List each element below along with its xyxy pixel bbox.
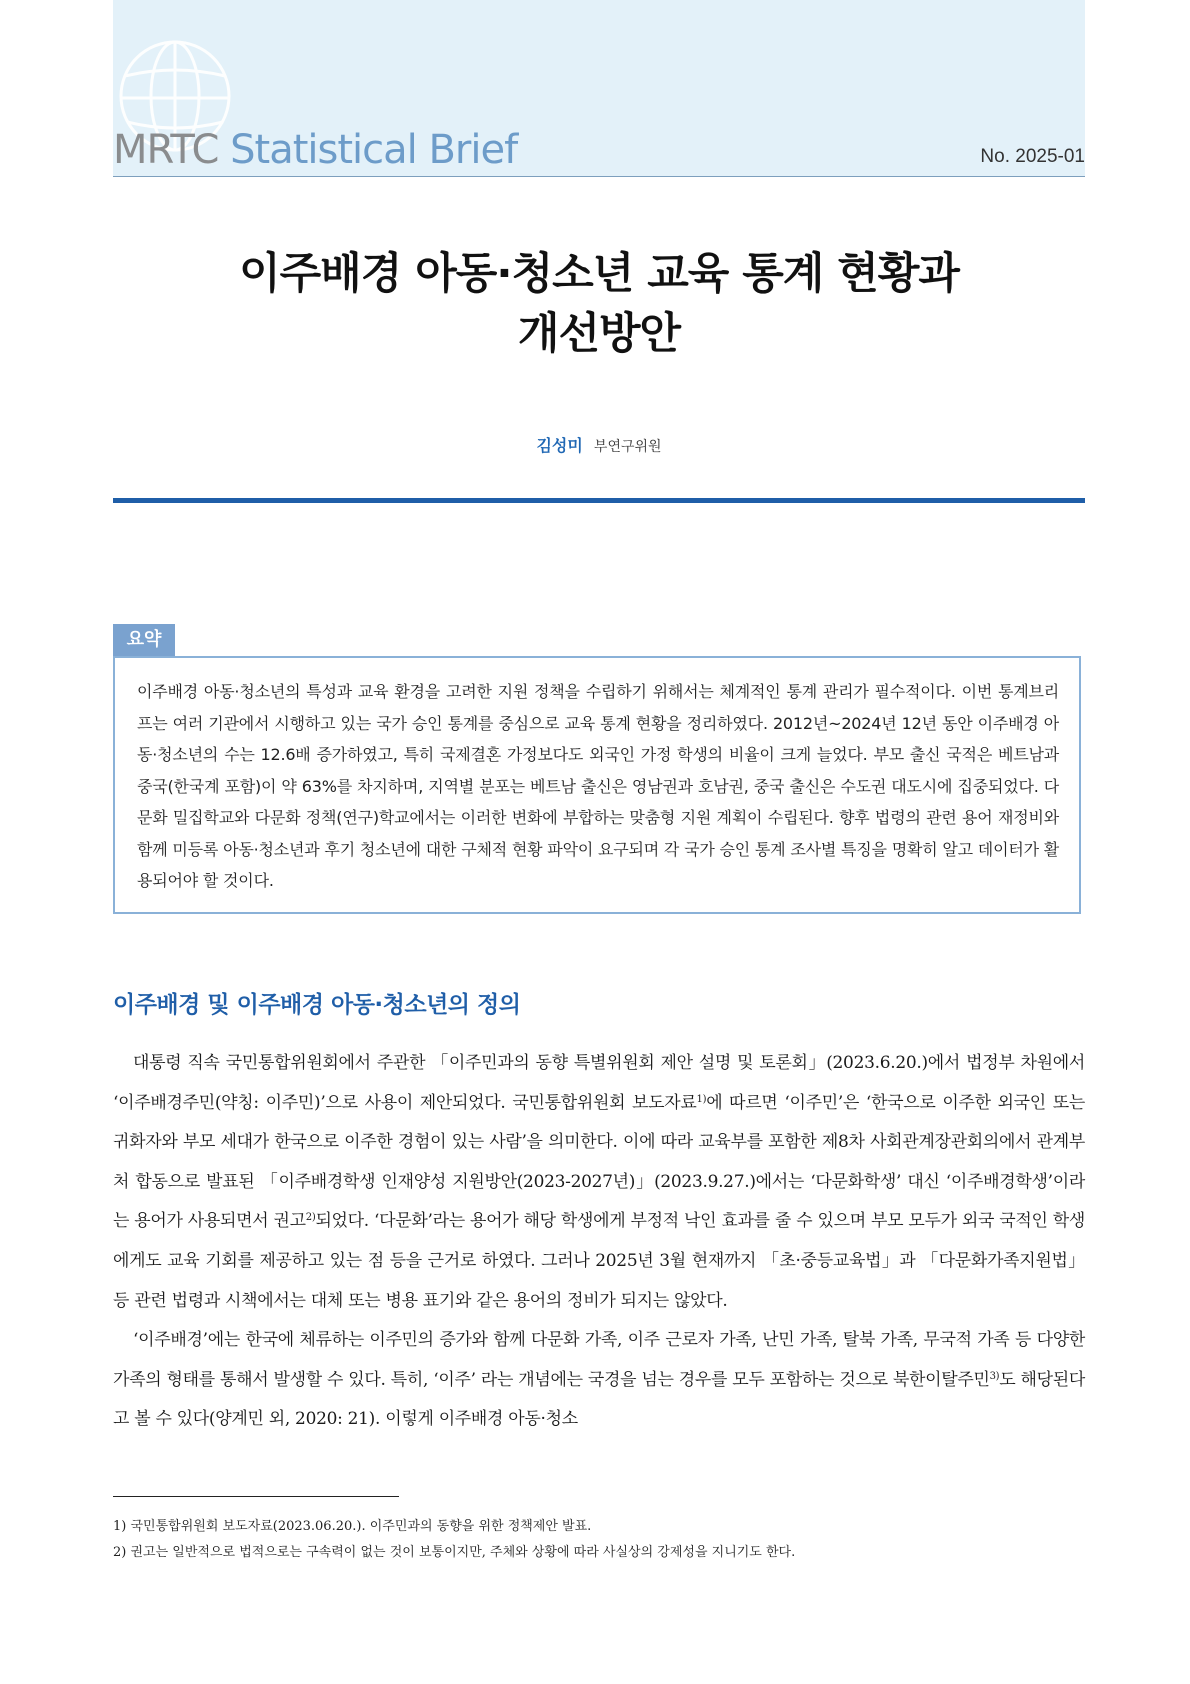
footnote-ref-3[interactable]: 3) — [989, 1370, 1000, 1382]
title-line-1: 이주배경 아동·청소년 교육 통계 현황과 — [239, 249, 959, 299]
summary-label: 요약 — [113, 624, 175, 656]
body-paragraph-1 — [113, 1044, 1085, 1321]
para1-part-a: 대통령 직속 국민통합위원회에서 주관한 「이주민과의 동향 특별위원회 제안 설명 및 토론회」(2023.6.20.)에서 법정부 차원에서 ‘이주배경주민(약칭: 이주민)’으로 사용이 제안되었다. 국민통합위원회 보도자료 — [113, 1053, 1085, 1113]
page-title — [113, 244, 1085, 364]
footnote-1: 1) 국민통합위원회 보도자료(2023.06.20.). 이주민과의 동향을 위한 정책제안 발표. — [113, 1519, 592, 1534]
para2-part-a: ‘이주배경’에는 한국에 체류하는 이주민의 증가와 함께 다문화 가족, 이주 근로자 가족, 난민 가족, 탈북 가족, 무국적 가족 등 다양한 가족의 형태를 통해서 발생할 수 있다. 특히, ‘이주’ 라는 개념에는 국경을 넘는 경우를 모두 포함하는 것으로 북한이탈주민 — [113, 1330, 1085, 1390]
brand-suffix: Statistical Brief — [230, 127, 518, 173]
body-paragraph-2 — [113, 1321, 1085, 1440]
footnote-divider — [113, 1496, 399, 1497]
section-heading: 이주배경 및 이주배경 아동·청소년의 정의 — [113, 992, 521, 1018]
para1-part-c: 되었다. ‘다문화’라는 용어가 해당 학생에게 부정적 낙인 효과를 줄 수 있으며 부모 모두가 외국 국적인 학생에게도 교육 기회를 제공하고 있는 점 등을 근거로 하였다. 그러나 2025년 3월 현재까지 「초·중등교육법」과 「다문화가족지원법」등 관련 법령과 시책에서는 대체 또는 병용 표기와 같은 용어의 정비가 되지는 않았다. — [113, 1211, 1085, 1311]
brand-prefix: MRTC — [113, 127, 219, 173]
title-line-2: 개선방안 — [517, 309, 681, 359]
summary-box — [113, 656, 1081, 914]
body-text — [113, 1044, 1085, 1440]
para1-part-b: 에 따르면 ‘이주민’은 ‘한국으로 이주한 외국인 또는 귀화자와 부모 세대가 한국으로 이주한 경험이 있는 사람’을 의미한다. 이에 따라 교육부를 포함한 제8차 사회관계장관회의에서 관계부처 합동으로 발표된 「이주배경학생 인재양성 지원방안(2023-2027년)」(2023.9.27.)에서는 ‘다문화학생’ 대신 ‘이주배경학생’이라는 용어가 사용되면서 권고 — [113, 1092, 1086, 1232]
footnote-2: 2) 권고는 일반적으로 법적으로는 구속력이 없는 것이 보통이지만, 주체와 상황에 따라 사실상의 강제성을 지니기도 한다. — [113, 1545, 796, 1560]
title-divider — [113, 498, 1085, 503]
footnotes — [113, 1514, 1085, 1566]
author-name: 김성미 — [536, 436, 583, 455]
author-role: 부연구위원 — [593, 439, 662, 455]
para2-part-b: 도 해당된다고 볼 수 있다(양계민 외, 2020: 21). 이렇게 이주배경 아동·청소 — [113, 1369, 1086, 1430]
brand-logo — [113, 126, 517, 174]
summary-text: 이주배경 아동·청소년의 특성과 교육 환경을 고려한 지원 정책을 수립하기 위해서는 체계적인 통계 관리가 필수적이다. 이번 통계브리프는 여러 기관에서 시행하고 있는 국가 승인 통계를 중심으로 교육 통계 현황을 정리하였다. 2012년~2024년 12년 동안 이주배경 아동·청소년의 수는 12.6배 증가하였고, 특히 국제결혼 가정보다도 외국인 가정 학생의 비율이 크게 늘었다. 부모 출신 국적은 베트남과 중국(한국계 포함)이 약 63%를 차지하며, 지역별 분포는 베트남 출신은 영남권과 호남권, 중국 출신은 수도권 대도시에 집중되었다. 다문화 밀집학교와 다문화 정책(연구)학교에서는 이러한 변화에 부합하는 맞춤형 지원 계획이 수립된다. 향후 법령의 관련 용어 재정비와 함께 미등록 아동·청소년과 후기 청소년에 대한 구체적 현황 파악이 요구되며 각 국가 승인 통계 조사별 특징을 명확히 알고 데이터가 활용되어야 할 것이다. — [137, 682, 1059, 890]
footnote-ref-2[interactable]: 2) — [305, 1212, 316, 1224]
footnote-ref-1[interactable]: 1) — [696, 1093, 707, 1105]
issue-number: No. 2025-01 — [980, 146, 1085, 167]
author-line — [113, 433, 1085, 456]
header-divider — [113, 176, 1085, 177]
